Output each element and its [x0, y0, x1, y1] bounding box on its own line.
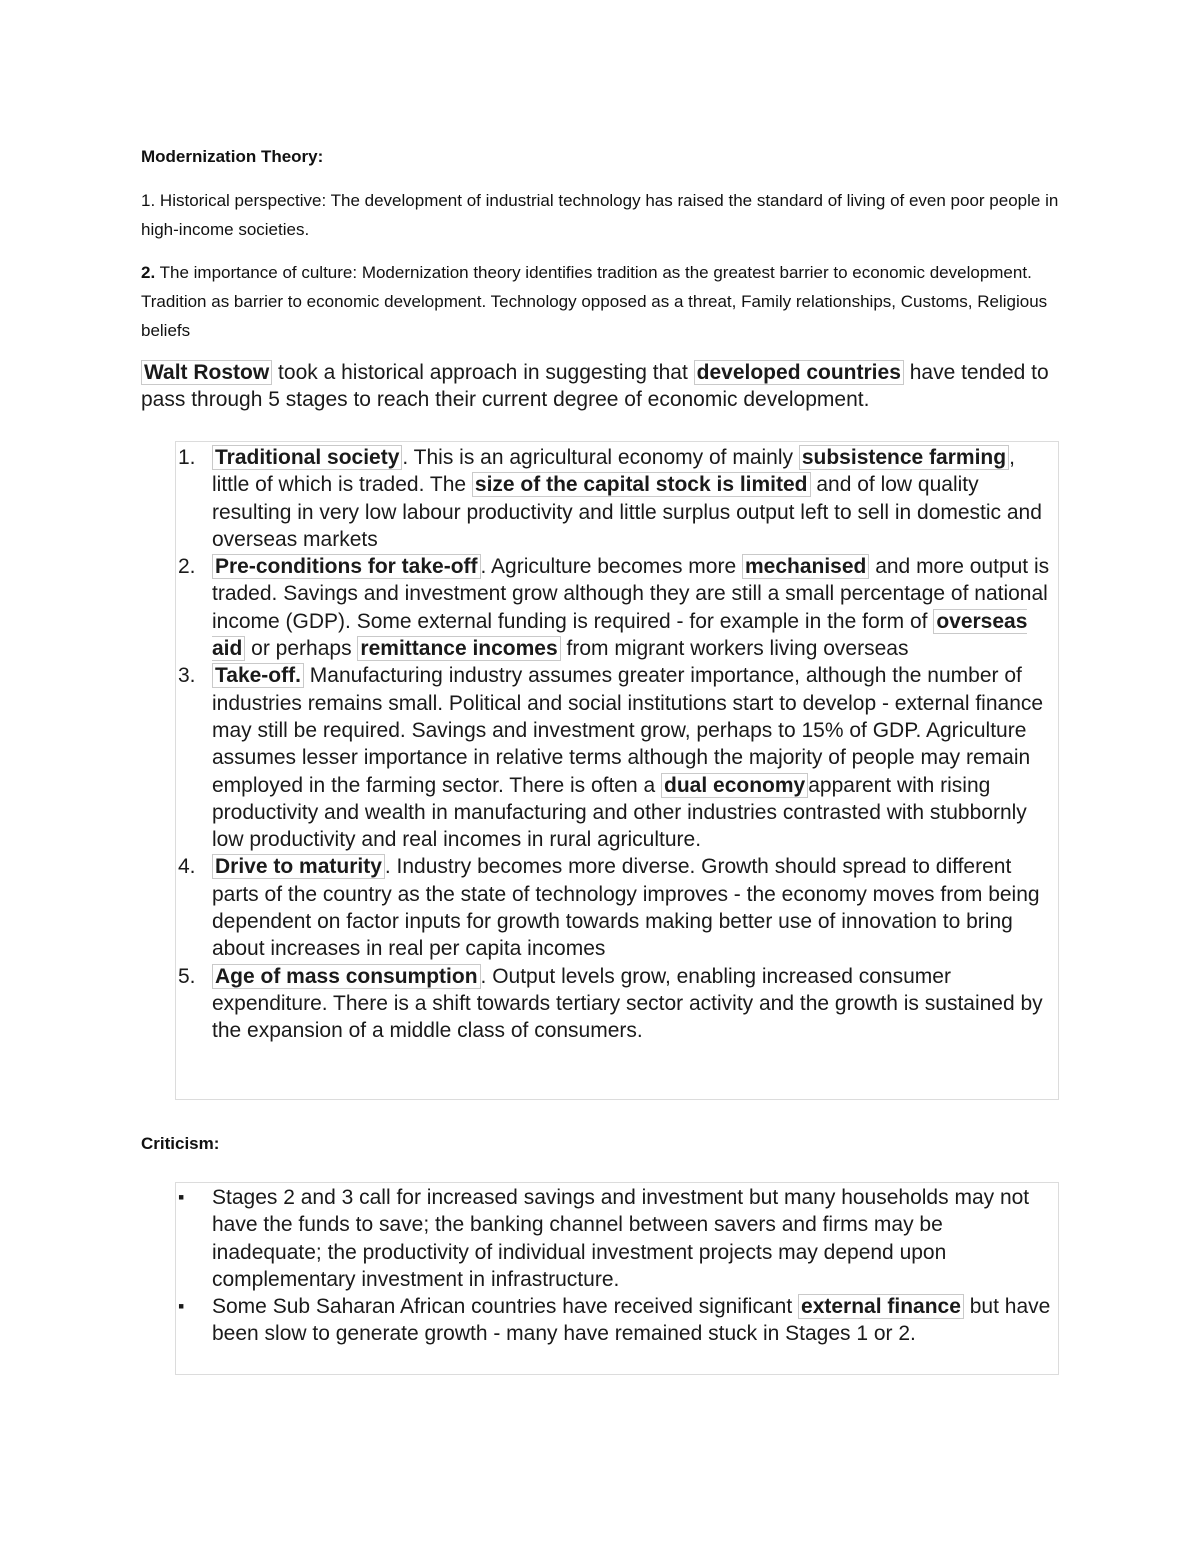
point-number: 1. — [141, 191, 156, 210]
stage-number: 3. — [178, 664, 196, 688]
point-body: The importance of culture: Modernization theory identifies tradition as the greatest barrier to economic development. Tradition as barrier to economic development. Technology opposed as a threat, Family relationships, Customs, Religious beliefs — [141, 263, 1048, 340]
stage-number: 1. — [178, 446, 196, 469]
keyword-subsistence-farming: subsistence farming — [799, 445, 1009, 470]
keyword-overseas-aid: overseas aid — [212, 609, 1028, 661]
keyword-developed-countries: developed countries — [694, 360, 904, 385]
stage-number: 2. — [178, 555, 196, 579]
stages-box — [175, 441, 1059, 1100]
stage-title: Drive to maturity — [212, 854, 385, 879]
stage-item: 1. Traditional society . This is an agricultural economy of mainly subsistence farming , little of which is traded. The size of the capital stock is limited and of low quality resulting in very low labour productivity and little surplus output left to sell in domestic and overseas markets — [178, 446, 1042, 551]
stage-item: 5. Age of mass consumption . Output levels grow, enabling increased consumer expenditure. There is a shift towards tertiary sector activity and the growth is sustained by the expansion of a middle class of consumers. — [178, 964, 1043, 1043]
stage-number: 4. — [178, 855, 196, 879]
criticism-list — [176, 1183, 1058, 1348]
criticism-item: ▪ Stages 2 and 3 call for increased savings and investment but many households may not have the funds to save; the banking channel between savers and firms may be inadequate; the productivity of individual investment projects may depend upon complementary investment in infrastructure. — [178, 1186, 1030, 1291]
keyword-remittance-incomes: remittance incomes — [357, 636, 560, 661]
keyword-mechanised: mechanised — [742, 554, 869, 579]
point-heading: Historical perspective: — [159, 191, 327, 210]
point-importance-of-culture — [141, 258, 1071, 345]
point-historical-perspective — [141, 186, 1061, 244]
stage-item: 2. Pre-conditions for take-off . Agriculture becomes more mechanised and more output is traded. Savings and investment grow although they are still a small percentage of national income (GDP). Some external funding is required - for example in the form of overseas aid or perhaps remittance incomes from migrant workers living overseas — [178, 555, 1050, 661]
stages-list — [176, 442, 1058, 1045]
stage-title: Take-off. — [212, 663, 304, 688]
stage-title: Pre-conditions for take-off — [212, 554, 481, 579]
stage-number: 5. — [178, 964, 196, 988]
keyword-external-finance: external finance — [798, 1294, 964, 1319]
criticism-item: ▪ Some Sub Saharan African countries have received significant external finance but have been slow to generate growth - many have remained stuck in Stages 1 or 2. — [178, 1295, 1051, 1346]
point-body: The development of industrial technology has raised the standard of living of even poor people in high-income societies. — [141, 191, 1059, 239]
stage-title: Traditional society — [212, 445, 402, 470]
criticism-box — [175, 1182, 1059, 1375]
point-number: 2. — [141, 263, 156, 282]
stage-title: Age of mass consumption — [212, 964, 481, 989]
keyword-walt-rostow: Walt Rostow — [141, 360, 272, 385]
keyword-dual-economy: dual economy — [661, 773, 808, 798]
stage-item: 4. Drive to maturity . Industry becomes more diverse. Growth should spread to different parts of the country as the state of technology improves - the economy moves from being dependent on factor inputs for growth towards making better use of innovation to bring about increases in real per capita incomes — [178, 855, 1040, 961]
square-bullet-icon: ▪ — [178, 1296, 185, 1317]
stage-item: 3. Take-off. Manufacturing industry assumes greater importance, although the number of industries remains small. Political and social institutions start to develop - external finance may still be required. Savings and investment grow, perhaps to 15% of GDP. Agriculture assumes lesser importance in relative terms although the majority of people may remain employed in the farming sector. There is often a dual economy apparent with rising productivity and wealth in manufacturing and other industries contrasted with stubbornly low productivity and real incomes in rural agriculture. — [178, 664, 1044, 852]
keyword-capital-stock: size of the capital stock is limited — [472, 472, 811, 497]
square-bullet-icon: ▪ — [178, 1187, 185, 1207]
document-title: Modernization Theory: — [141, 147, 324, 166]
criticism-heading: Criticism: — [141, 1134, 220, 1153]
rostow-intro-paragraph: Walt Rostow took a historical approach in suggesting that developed countries have tended to pass through 5 stages to reach their current degree of economic development. — [141, 361, 1049, 412]
